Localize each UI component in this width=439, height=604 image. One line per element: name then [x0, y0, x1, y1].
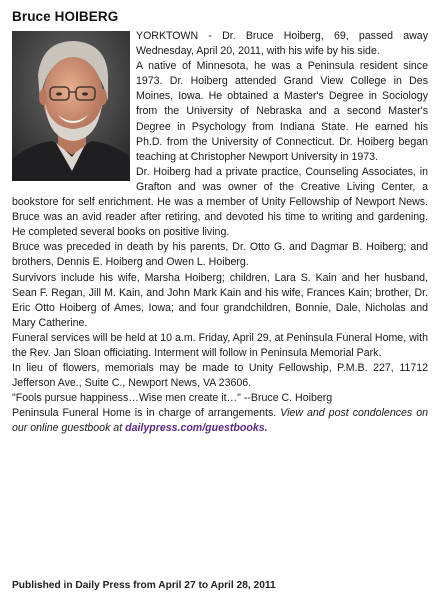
publication-footer: Published in Daily Press from April 27 to April 28, 2011 — [12, 580, 276, 591]
obituary-title: Bruce HOIBERG — [12, 9, 119, 24]
guestbook-prompt: View and post condolences on our online guestbook at — [12, 407, 428, 435]
obituary-paragraph: YORKTOWN - Dr. Bruce Hoiberg, 69, passed away Wednesday, April 20, 2011, with his wife by his side. — [136, 30, 428, 58]
obituary-body — [12, 29, 428, 437]
obituary-paragraph: Funeral services will be held at 10 a.m. Friday, April 29, at Peninsula Funeral Home, with the Rev. Jan Sloan officiating. Interment will follow in Peninsula Memorial Park. — [12, 331, 428, 359]
closing-paragraph — [12, 406, 428, 436]
obituary-paragraph: A native of Minnesota, he was a Peninsula resident since 1973. Dr. Hoiberg attended Grand View College in Des Moines, Iowa. He obtained a Master's Degree in Sociology from the University of Nebraska and a second Master's Degree in Psychology from Indiana State. He earned his Ph.D. from the University of Connecticut. Dr. Hoiberg began teaching at Christopher Newport University in 1973. — [136, 60, 428, 163]
obituary-paragraph: Bruce was preceded in death by his parents, Dr. Otto G. and Dagmar B. Hoiberg; and brothers, Dennis E. Hoiberg and Owen L. Hoiberg. — [12, 241, 428, 269]
obituary-quote: "Fools pursue happiness…Wise men create it…" --Bruce C. Hoiberg — [12, 392, 333, 405]
obituary-paragraph: Dr. Hoiberg had a private practice, Counseling Associates, in Grafton and was owner of the Creative Living Center, a bookstore for self enrichment. He was a member of Unity Fellowship of Newport News. Bruce was an avid reader after retiring, and devoted his time to writing and gardening. He completed several books on positive living. — [12, 165, 428, 239]
obituary-paragraph: Survivors include his wife, Marsha Hoiberg; children, Lara S. Kain and her husband, Sean F. Regan, Jill M. Kain, and John Mark Kain and his wife, Frances Kain; brother, Dr. Eric Otto Hoiberg of Ames, Iowa; and four grandchildren, Bonnie, Dale, Nicholas and Mary Catherine. — [12, 271, 428, 329]
obituary-paragraph: In lieu of flowers, memorials may be made to Unity Fellowship, P.M.B. 227, 11712 Jefferson Ave., Suite C., Newport News, VA 23606. — [12, 362, 428, 390]
arrangements-text: Peninsula Funeral Home is in charge of arrangements. — [12, 407, 277, 420]
guestbook-link[interactable]: dailypress.com/guestbooks. — [125, 422, 268, 435]
